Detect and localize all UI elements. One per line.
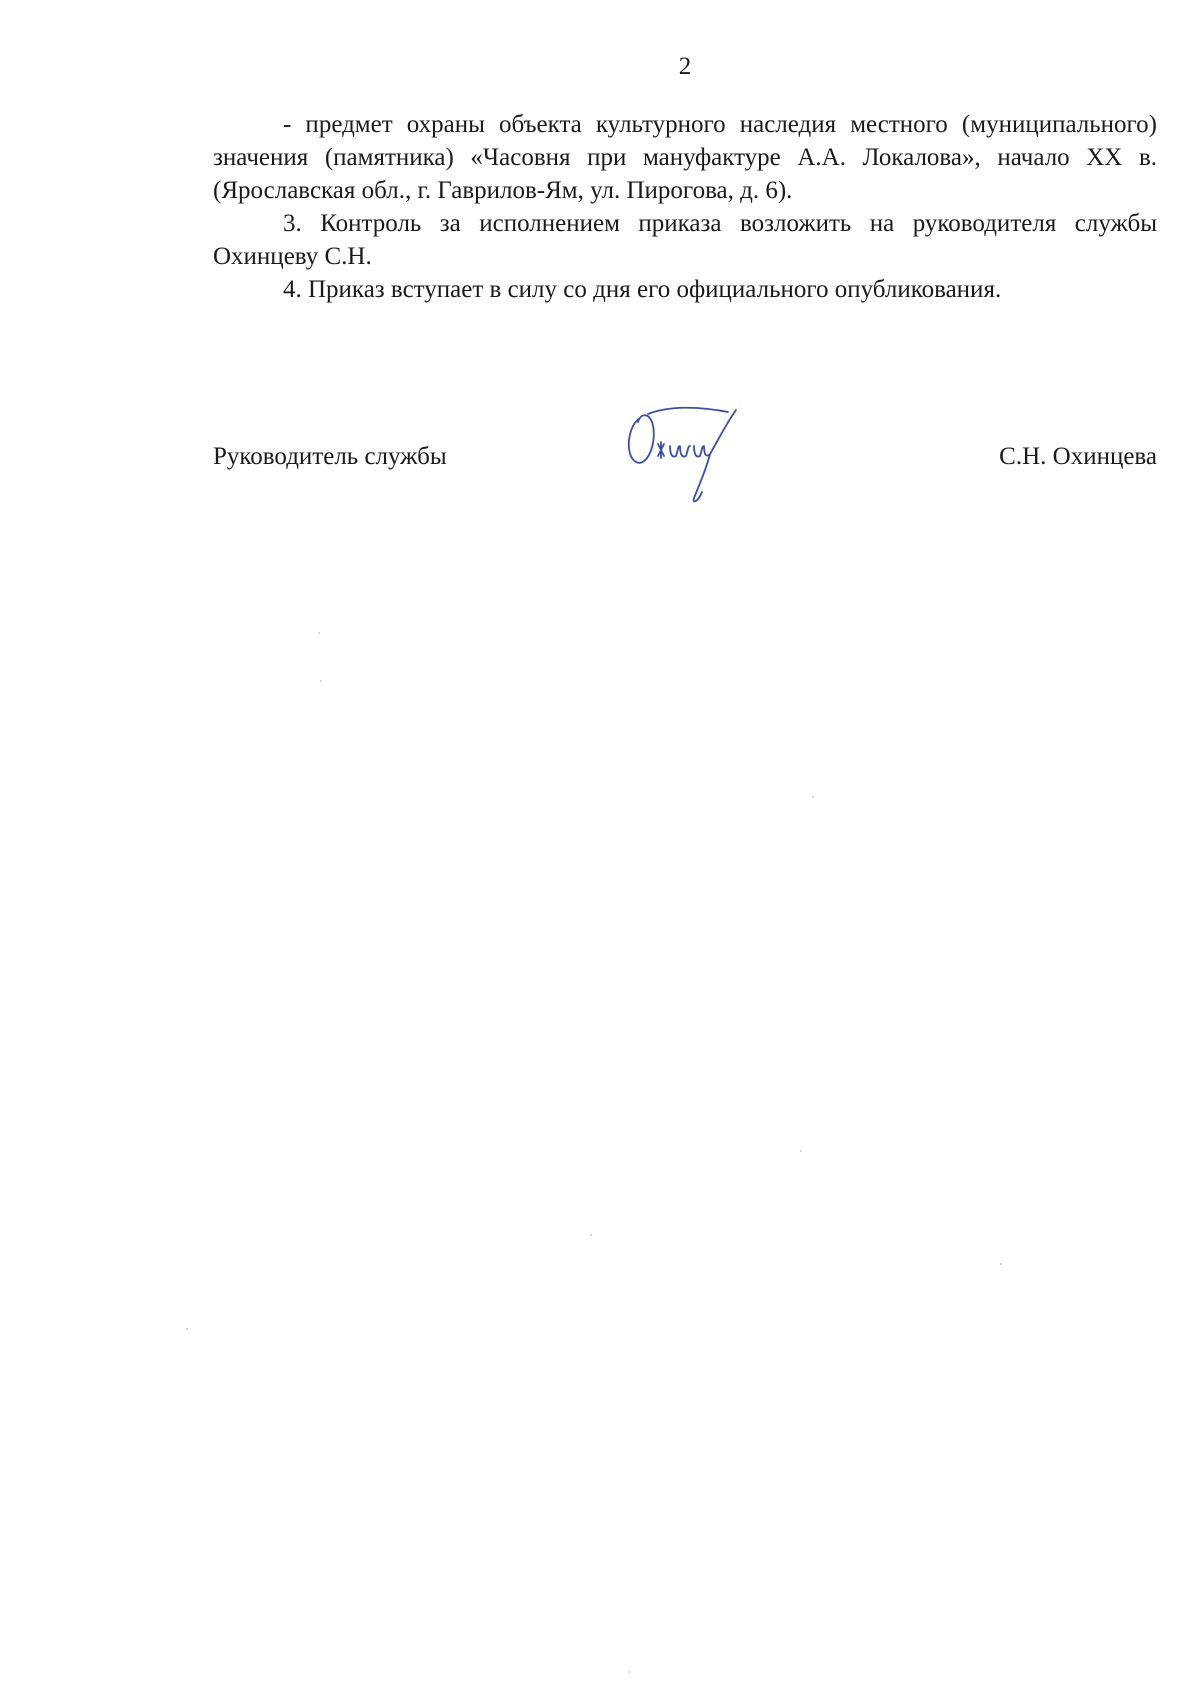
signatory-name: С.Н. Охинцева bbox=[999, 443, 1157, 470]
scan-speck bbox=[628, 1671, 630, 1673]
scan-speck bbox=[1000, 1263, 1002, 1265]
paragraph-subject-of-protection: - предмет охраны объекта культурного наследия местного (муниципального) значения (памятника) «Часовня при мануфактуре А.А. Локалова», начало XX в. (Ярославская обл., г. Гаврилов-Ям, ул. Пирогова, д. 6). bbox=[213, 111, 1157, 204]
document-body bbox=[213, 108, 1157, 306]
paragraph-control-clause: 3. Контроль за исполнением приказа возложить на руководителя службы Охинцеву С.Н. bbox=[213, 210, 1157, 270]
signatory-position: Руководитель службы bbox=[213, 443, 447, 470]
scan-speck bbox=[186, 1328, 188, 1330]
handwritten-signature bbox=[618, 400, 758, 510]
scan-speck bbox=[812, 796, 814, 798]
page-number: 2 bbox=[678, 53, 692, 80]
scan-speck bbox=[800, 1150, 802, 1152]
scan-speck bbox=[318, 632, 320, 634]
scan-speck bbox=[320, 680, 322, 682]
signature-block bbox=[213, 430, 1157, 490]
scan-speck bbox=[590, 1234, 592, 1236]
paragraph-effective-date: 4. Приказ вступает в силу со дня его официального опубликования. bbox=[283, 276, 1002, 303]
